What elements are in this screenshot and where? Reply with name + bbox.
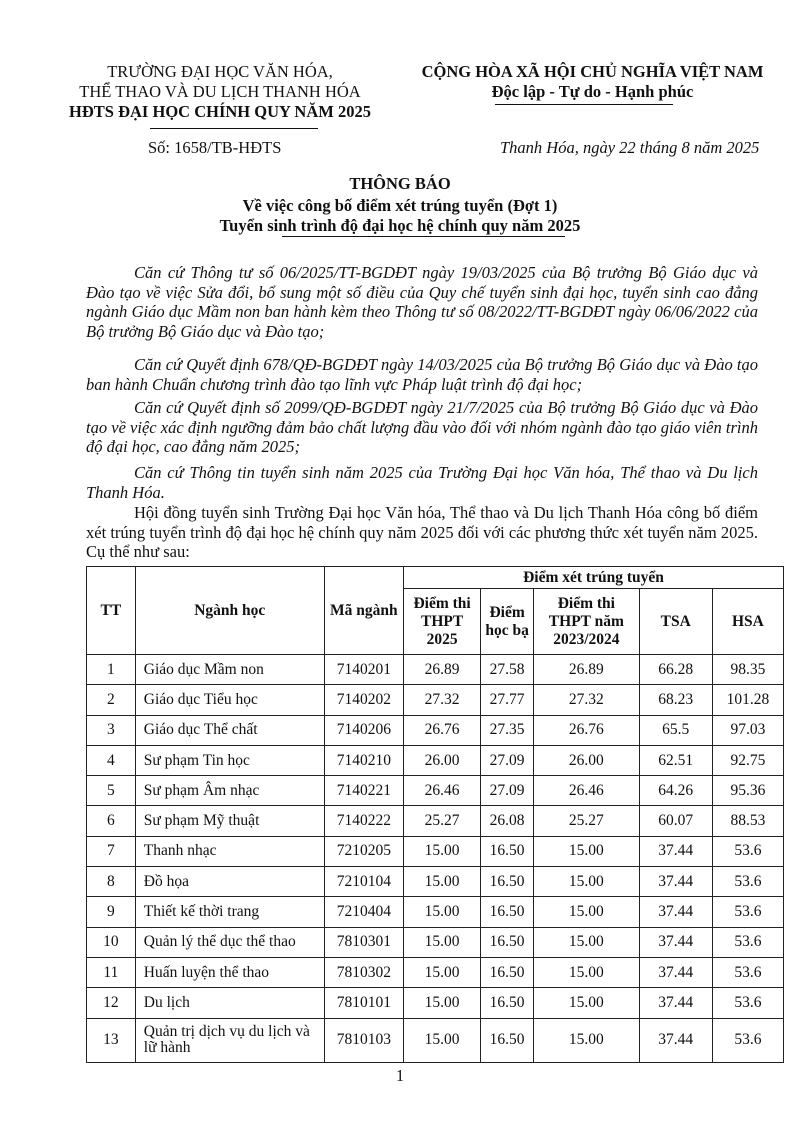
cell-tt: 13: [87, 1018, 136, 1062]
cell-code: 7140206: [324, 715, 403, 745]
cell-thpt-2025: 15.00: [403, 897, 480, 927]
cell-thpt-2023-2024: 15.00: [534, 867, 640, 897]
cell-major: Quản trị dịch vụ du lịch và lữ hành: [135, 1018, 324, 1062]
cell-major: Du lịch: [135, 988, 324, 1018]
table-row: [87, 655, 784, 685]
header-hsa: HSA: [712, 589, 783, 655]
cell-thpt-2023-2024: 25.27: [534, 806, 640, 836]
cell-major: Thiết kế thời trang: [135, 897, 324, 927]
cell-tt: 3: [87, 715, 136, 745]
cell-thpt-2023-2024: 26.46: [534, 776, 640, 806]
cell-tsa: 64.26: [639, 776, 712, 806]
table-row: [87, 745, 784, 775]
cell-hoc-ba: 16.50: [481, 988, 534, 1018]
issuing-organization: [50, 62, 390, 122]
table-row: [87, 927, 784, 957]
cell-code: 7140210: [324, 745, 403, 775]
cell-tsa: 60.07: [639, 806, 712, 836]
header-code: Mã ngành: [324, 567, 403, 655]
cell-major: Quản lý thể dục thể thao: [135, 927, 324, 957]
notice-subject: Về việc công bố điểm xét trúng tuyển (Đợt 1): [242, 196, 558, 215]
cell-hsa: 53.6: [712, 897, 783, 927]
cell-code: 7810302: [324, 957, 403, 987]
cell-thpt-2023-2024: 15.00: [534, 957, 640, 987]
admission-score-table: [86, 566, 784, 1063]
cell-hsa: 53.6: [712, 1018, 783, 1062]
table-row: [87, 897, 784, 927]
table-row: [87, 1018, 784, 1062]
cell-thpt-2025: 25.27: [403, 806, 480, 836]
cell-code: 7210205: [324, 836, 403, 866]
cell-thpt-2025: 15.00: [403, 867, 480, 897]
cell-major: Sư phạm Âm nhạc: [135, 776, 324, 806]
cell-thpt-2023-2024: 27.32: [534, 685, 640, 715]
national-heading: [405, 62, 780, 102]
cell-hsa: 98.35: [712, 655, 783, 685]
cell-tt: 11: [87, 957, 136, 987]
cell-thpt-2025: 26.46: [403, 776, 480, 806]
cell-tt: 6: [87, 806, 136, 836]
cell-hoc-ba: 16.50: [481, 927, 534, 957]
legal-basis-3: Căn cứ Quyết định số 2099/QĐ-BGDĐT ngày 21/7/2025 của Bộ trưởng Bộ Giáo dục và Đào tạo về việc xác định ngưỡng đảm bảo chất lượng đầu vào đối với nhóm ngành đào tạo giáo viên trình độ đại học, cao đẳng năm 2025;: [86, 398, 758, 456]
notice-title: THÔNG BÁO: [349, 174, 451, 193]
cell-code: 7140222: [324, 806, 403, 836]
nation-line-2: Độc lập - Tự do - Hạnh phúc: [491, 82, 694, 101]
cell-tsa: 68.23: [639, 685, 712, 715]
table-row: [87, 988, 784, 1018]
cell-thpt-2023-2024: 15.00: [534, 1018, 640, 1062]
cell-thpt-2025: 15.00: [403, 957, 480, 987]
header-score-group: Điểm xét trúng tuyển: [403, 567, 783, 589]
cell-tsa: 62.51: [639, 745, 712, 775]
cell-hsa: 92.75: [712, 745, 783, 775]
cell-major: Thanh nhạc: [135, 836, 324, 866]
cell-hoc-ba: 27.58: [481, 655, 534, 685]
cell-tsa: 37.44: [639, 957, 712, 987]
cell-thpt-2023-2024: 15.00: [534, 897, 640, 927]
notice-scope: Tuyển sinh trình độ đại học hệ chính quy năm 2025: [219, 216, 581, 235]
cell-thpt-2025: 26.76: [403, 715, 480, 745]
cell-thpt-2025: 15.00: [403, 1018, 480, 1062]
cell-hsa: 53.6: [712, 836, 783, 866]
org-line-3: HĐTS ĐẠI HỌC CHÍNH QUY NĂM 2025: [69, 102, 371, 121]
cell-hoc-ba: 27.35: [481, 715, 534, 745]
cell-code: 7210104: [324, 867, 403, 897]
cell-hoc-ba: 16.50: [481, 957, 534, 987]
cell-thpt-2023-2024: 26.00: [534, 745, 640, 775]
cell-code: 7810103: [324, 1018, 403, 1062]
cell-tt: 1: [87, 655, 136, 685]
cell-tt: 12: [87, 988, 136, 1018]
cell-code: 7810301: [324, 927, 403, 957]
cell-tt: 2: [87, 685, 136, 715]
cell-thpt-2025: 15.00: [403, 927, 480, 957]
cell-tsa: 37.44: [639, 836, 712, 866]
cell-major: Sư phạm Mỹ thuật: [135, 806, 324, 836]
table-row: [87, 685, 784, 715]
cell-tsa: 37.44: [639, 927, 712, 957]
cell-hoc-ba: 16.50: [481, 897, 534, 927]
cell-hsa: 88.53: [712, 806, 783, 836]
cell-major: Giáo dục Thể chất: [135, 715, 324, 745]
cell-tt: 7: [87, 836, 136, 866]
cell-tsa: 37.44: [639, 988, 712, 1018]
cell-code: 7810101: [324, 988, 403, 1018]
header-tsa: TSA: [639, 589, 712, 655]
legal-basis-1: Căn cứ Thông tư số 06/2025/TT-BGDĐT ngày 19/03/2025 của Bộ trưởng Bộ Giáo dục và Đào tạo về việc Sửa đổi, bổ sung một số điều của Quy chế tuyển sinh đại học, tuyển sinh cao đẳng ngành Giáo dục Mầm non ban hành kèm theo Thông tư số 08/2022/TT-BGDĐT ngày 06/06/2022 của Bộ trưởng Bộ Giáo dục và Đào tạo;: [86, 263, 758, 341]
cell-tt: 9: [87, 897, 136, 927]
cell-hsa: 53.6: [712, 867, 783, 897]
table-row: [87, 957, 784, 987]
cell-tsa: 37.44: [639, 1018, 712, 1062]
cell-code: 7140221: [324, 776, 403, 806]
header-tt: TT: [87, 567, 136, 655]
cell-tsa: 37.44: [639, 897, 712, 927]
legal-basis-2: Căn cứ Quyết định 678/QĐ-BGDĐT ngày 14/03/2025 của Bộ trưởng Bộ Giáo dục và Đào tạo ban hành Chuẩn chương trình đào tạo lĩnh vực Pháp luật trình độ đại học;: [86, 355, 758, 394]
cell-thpt-2023-2024: 26.89: [534, 655, 640, 685]
header-major: Ngành học: [135, 567, 324, 655]
nation-line-1: CỘNG HÒA XÃ HỘI CHỦ NGHĨA VIỆT NAM: [421, 62, 764, 81]
cell-thpt-2025: 26.89: [403, 655, 480, 685]
header-thpt-2023-2024: Điểm thi THPT năm 2023/2024: [534, 589, 640, 655]
cell-major: Sư phạm Tin học: [135, 745, 324, 775]
org-line-2: THỂ THAO VÀ DU LỊCH THANH HÓA: [79, 82, 361, 101]
cell-hoc-ba: 27.09: [481, 776, 534, 806]
cell-thpt-2025: 15.00: [403, 988, 480, 1018]
cell-hoc-ba: 26.08: [481, 806, 534, 836]
cell-hsa: 53.6: [712, 927, 783, 957]
header-hoc-ba: Điểm học bạ: [481, 589, 534, 655]
table-row: [87, 715, 784, 745]
cell-major: Đồ họa: [135, 867, 324, 897]
cell-thpt-2025: 15.00: [403, 836, 480, 866]
table-row: [87, 806, 784, 836]
cell-thpt-2023-2024: 15.00: [534, 988, 640, 1018]
legal-basis-4: Căn cứ Thông tin tuyển sinh năm 2025 của Trường Đại học Văn hóa, Thể thao và Du lịch Thanh Hóa.: [86, 463, 758, 502]
cell-hsa: 95.36: [712, 776, 783, 806]
cell-thpt-2025: 27.32: [403, 685, 480, 715]
cell-tsa: 37.44: [639, 867, 712, 897]
cell-hoc-ba: 16.50: [481, 1018, 534, 1062]
cell-tt: 4: [87, 745, 136, 775]
table-row: [87, 836, 784, 866]
page-number: 1: [395, 1066, 405, 1085]
cell-tsa: 65.5: [639, 715, 712, 745]
cell-thpt-2025: 26.00: [403, 745, 480, 775]
table-row: [87, 867, 784, 897]
place-date: Thanh Hóa, ngày 22 tháng 8 năm 2025: [500, 138, 760, 157]
table-row: [87, 776, 784, 806]
cell-thpt-2023-2024: 15.00: [534, 836, 640, 866]
header-thpt-2025: Điểm thi THPT 2025: [403, 589, 480, 655]
cell-hsa: 101.28: [712, 685, 783, 715]
cell-tt: 10: [87, 927, 136, 957]
document-number: Số: 1658/TB-HĐTS: [148, 138, 282, 157]
org-line-1: TRƯỜNG ĐẠI HỌC VĂN HÓA,: [107, 62, 333, 81]
cell-major: Giáo dục Tiểu học: [135, 685, 324, 715]
title-underline: [282, 236, 565, 237]
cell-hoc-ba: 27.09: [481, 745, 534, 775]
cell-hsa: 53.6: [712, 957, 783, 987]
announcement-intro: Hội đồng tuyển sinh Trường Đại học Văn hóa, Thể thao và Du lịch Thanh Hóa công bố điểm xét trúng tuyển trình độ đại học hệ chính quy năm 2025 đối với các phương thức xét tuyển năm 2025. Cụ thể như sau:: [86, 503, 758, 561]
org-underline: [150, 128, 318, 129]
cell-major: Huấn luyện thể thao: [135, 957, 324, 987]
cell-code: 7210404: [324, 897, 403, 927]
motto-underline: [495, 104, 673, 105]
cell-code: 7140202: [324, 685, 403, 715]
cell-tt: 8: [87, 867, 136, 897]
cell-hoc-ba: 27.77: [481, 685, 534, 715]
cell-thpt-2023-2024: 26.76: [534, 715, 640, 745]
cell-hsa: 53.6: [712, 988, 783, 1018]
cell-thpt-2023-2024: 15.00: [534, 927, 640, 957]
cell-tt: 5: [87, 776, 136, 806]
cell-hsa: 97.03: [712, 715, 783, 745]
cell-hoc-ba: 16.50: [481, 836, 534, 866]
cell-code: 7140201: [324, 655, 403, 685]
cell-major: Giáo dục Mầm non: [135, 655, 324, 685]
cell-tsa: 66.28: [639, 655, 712, 685]
cell-hoc-ba: 16.50: [481, 867, 534, 897]
